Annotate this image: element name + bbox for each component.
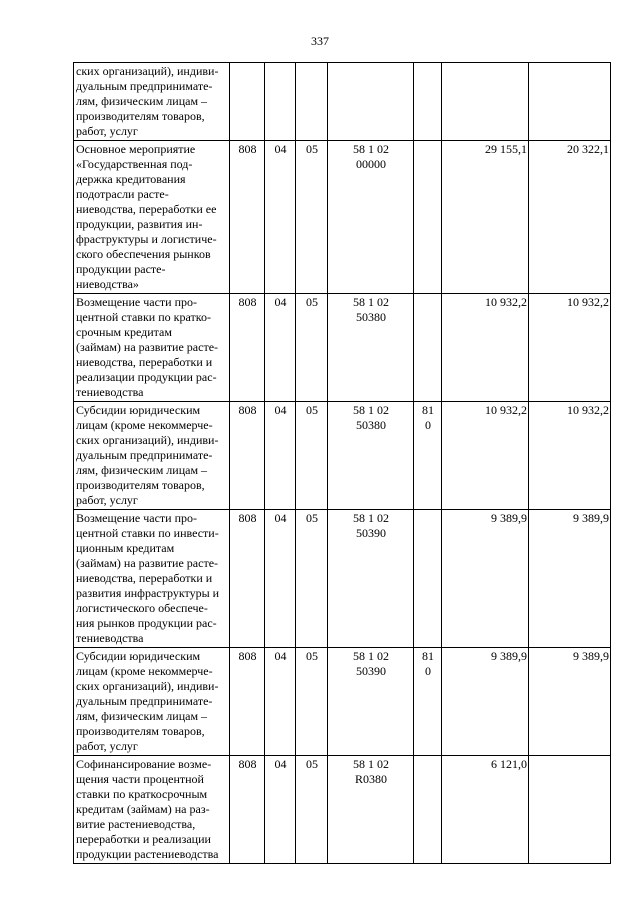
row-name: Возмещение части про- центной ставки по кратко- срочным кредитам (займам) на развитие расте- ниеводства, переработки и реализации продукции рас- тениеводства — [74, 294, 230, 402]
sum-year-2: 10 932,2 — [529, 402, 611, 510]
table-row — [74, 63, 611, 141]
sum-year-2: 20 322,1 — [529, 141, 611, 294]
subsection-code: 05 — [296, 756, 328, 864]
subsection-code: 05 — [296, 510, 328, 648]
subsection-code: 05 — [296, 294, 328, 402]
admin-code: 808 — [230, 648, 265, 756]
expense-type: 81 0 — [414, 402, 442, 510]
section-code: 04 — [265, 402, 296, 510]
row-name: Основное мероприятие «Государственная под- держка кредитования подотрасли расте- ниеводства, переработки ее продукции, развития ин- фраструктуры и логистиче- ского обеспечения рынков продукции расте- ниеводства» — [74, 141, 230, 294]
expense-type — [414, 294, 442, 402]
target-article: 58 1 02 50390 — [328, 510, 414, 648]
subsection-code: 05 — [296, 648, 328, 756]
target-article: 58 1 02 R0380 — [328, 756, 414, 864]
row-name: Возмещение части про- центной ставки по инвести- ционным кредитам (займам) на развитие расте- ниеводства, переработки и развития инфраструктуры и логистического обеспече- ния рынков продукции рас- тениеводства — [74, 510, 230, 648]
subsection-code — [296, 63, 328, 141]
table-row — [74, 756, 611, 864]
expense-type — [414, 141, 442, 294]
table-row — [74, 648, 611, 756]
target-article — [328, 63, 414, 141]
table-row — [74, 141, 611, 294]
admin-code — [230, 63, 265, 141]
expense-type: 81 0 — [414, 648, 442, 756]
admin-code: 808 — [230, 756, 265, 864]
budget-table — [73, 62, 611, 864]
section-code: 04 — [265, 141, 296, 294]
admin-code: 808 — [230, 294, 265, 402]
target-article: 58 1 02 50380 — [328, 294, 414, 402]
row-name: Субсидии юридическим лицам (кроме некоммерче- ских организаций), индиви- дуальным предпринимате- лям, физическим лицам – производителям товаров, работ, услуг — [74, 402, 230, 510]
page-number: 337 — [311, 34, 329, 48]
expense-type — [414, 63, 442, 141]
sum-year-1: 10 932,2 — [442, 402, 529, 510]
sum-year-1: 6 121,0 — [442, 756, 529, 864]
admin-code: 808 — [230, 402, 265, 510]
row-name: ских организаций), индиви- дуальным предпринимате- лям, физическим лицам – производителям товаров, работ, услуг — [74, 63, 230, 141]
sum-year-1: 9 389,9 — [442, 510, 529, 648]
sum-year-2 — [529, 63, 611, 141]
target-article: 58 1 02 00000 — [328, 141, 414, 294]
admin-code: 808 — [230, 141, 265, 294]
subsection-code: 05 — [296, 141, 328, 294]
sum-year-2: 9 389,9 — [529, 648, 611, 756]
section-code — [265, 63, 296, 141]
sum-year-1: 10 932,2 — [442, 294, 529, 402]
subsection-code: 05 — [296, 402, 328, 510]
target-article: 58 1 02 50380 — [328, 402, 414, 510]
sum-year-2: 10 932,2 — [529, 294, 611, 402]
row-name: Софинансирование возме- щения части процентной ставки по краткосрочным кредитам (займам) на раз- витие растениеводства, переработки и реализации продукции растениеводства — [74, 756, 230, 864]
table-row — [74, 294, 611, 402]
sum-year-2 — [529, 756, 611, 864]
sum-year-1: 29 155,1 — [442, 141, 529, 294]
section-code: 04 — [265, 648, 296, 756]
section-code: 04 — [265, 294, 296, 402]
table-row — [74, 510, 611, 648]
section-code: 04 — [265, 510, 296, 648]
sum-year-2: 9 389,9 — [529, 510, 611, 648]
expense-type — [414, 756, 442, 864]
table-row — [74, 402, 611, 510]
row-name: Субсидии юридическим лицам (кроме некоммерче- ских организаций), индиви- дуальным предпринимате- лям, физическим лицам – производителям товаров, работ, услуг — [74, 648, 230, 756]
admin-code: 808 — [230, 510, 265, 648]
target-article: 58 1 02 50390 — [328, 648, 414, 756]
sum-year-1: 9 389,9 — [442, 648, 529, 756]
section-code: 04 — [265, 756, 296, 864]
expense-type — [414, 510, 442, 648]
sum-year-1 — [442, 63, 529, 141]
